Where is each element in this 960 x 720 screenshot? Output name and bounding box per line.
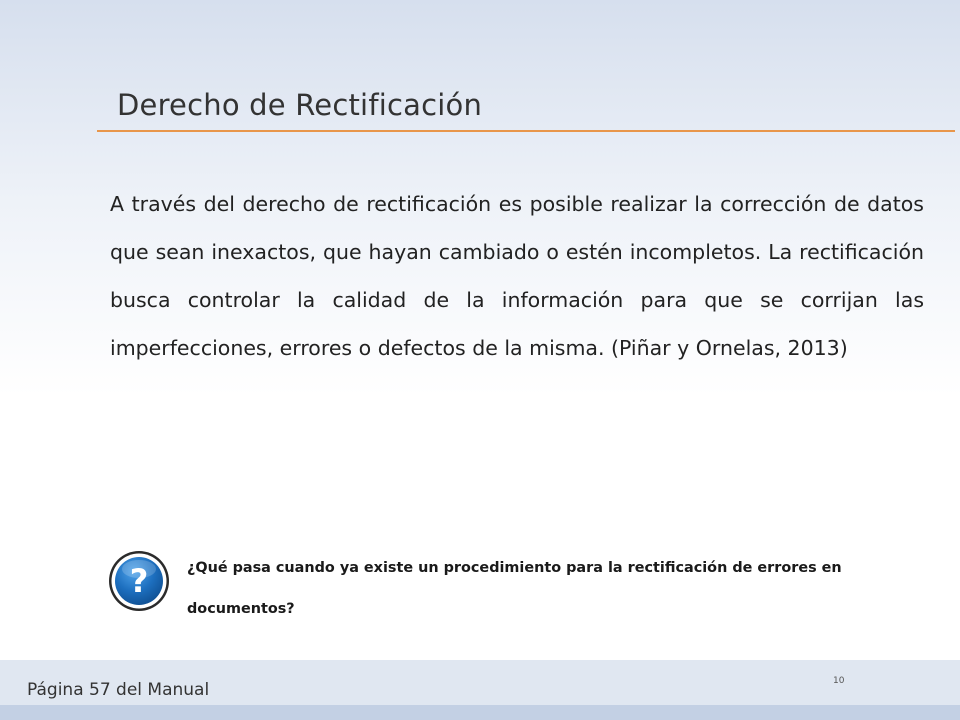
question-mark-icon <box>108 550 170 612</box>
page-number: 10 <box>833 676 845 686</box>
title-underline <box>97 130 955 132</box>
question-callout <box>108 548 888 628</box>
slide-title: Derecho de Rectificación <box>117 88 483 122</box>
footer-stripe <box>0 705 960 720</box>
question-text: ¿Qué pasa cuando ya existe un procedimiento para la rectificación de errores en documentos? <box>187 560 842 617</box>
svg-text:?: ? <box>129 562 149 600</box>
body-paragraph: A través del derecho de rectificación es posible realizar la corrección de datos que sean inexactos, que hayan cambiado o estén incompletos. La rectificación busca controlar la calidad de la información para que se corrijan las imperfecciones, errores o defectos de la misma. (Piñar y Ornelas, 2013) <box>110 192 924 360</box>
footer-manual-reference: Página 57 del Manual <box>27 680 210 700</box>
